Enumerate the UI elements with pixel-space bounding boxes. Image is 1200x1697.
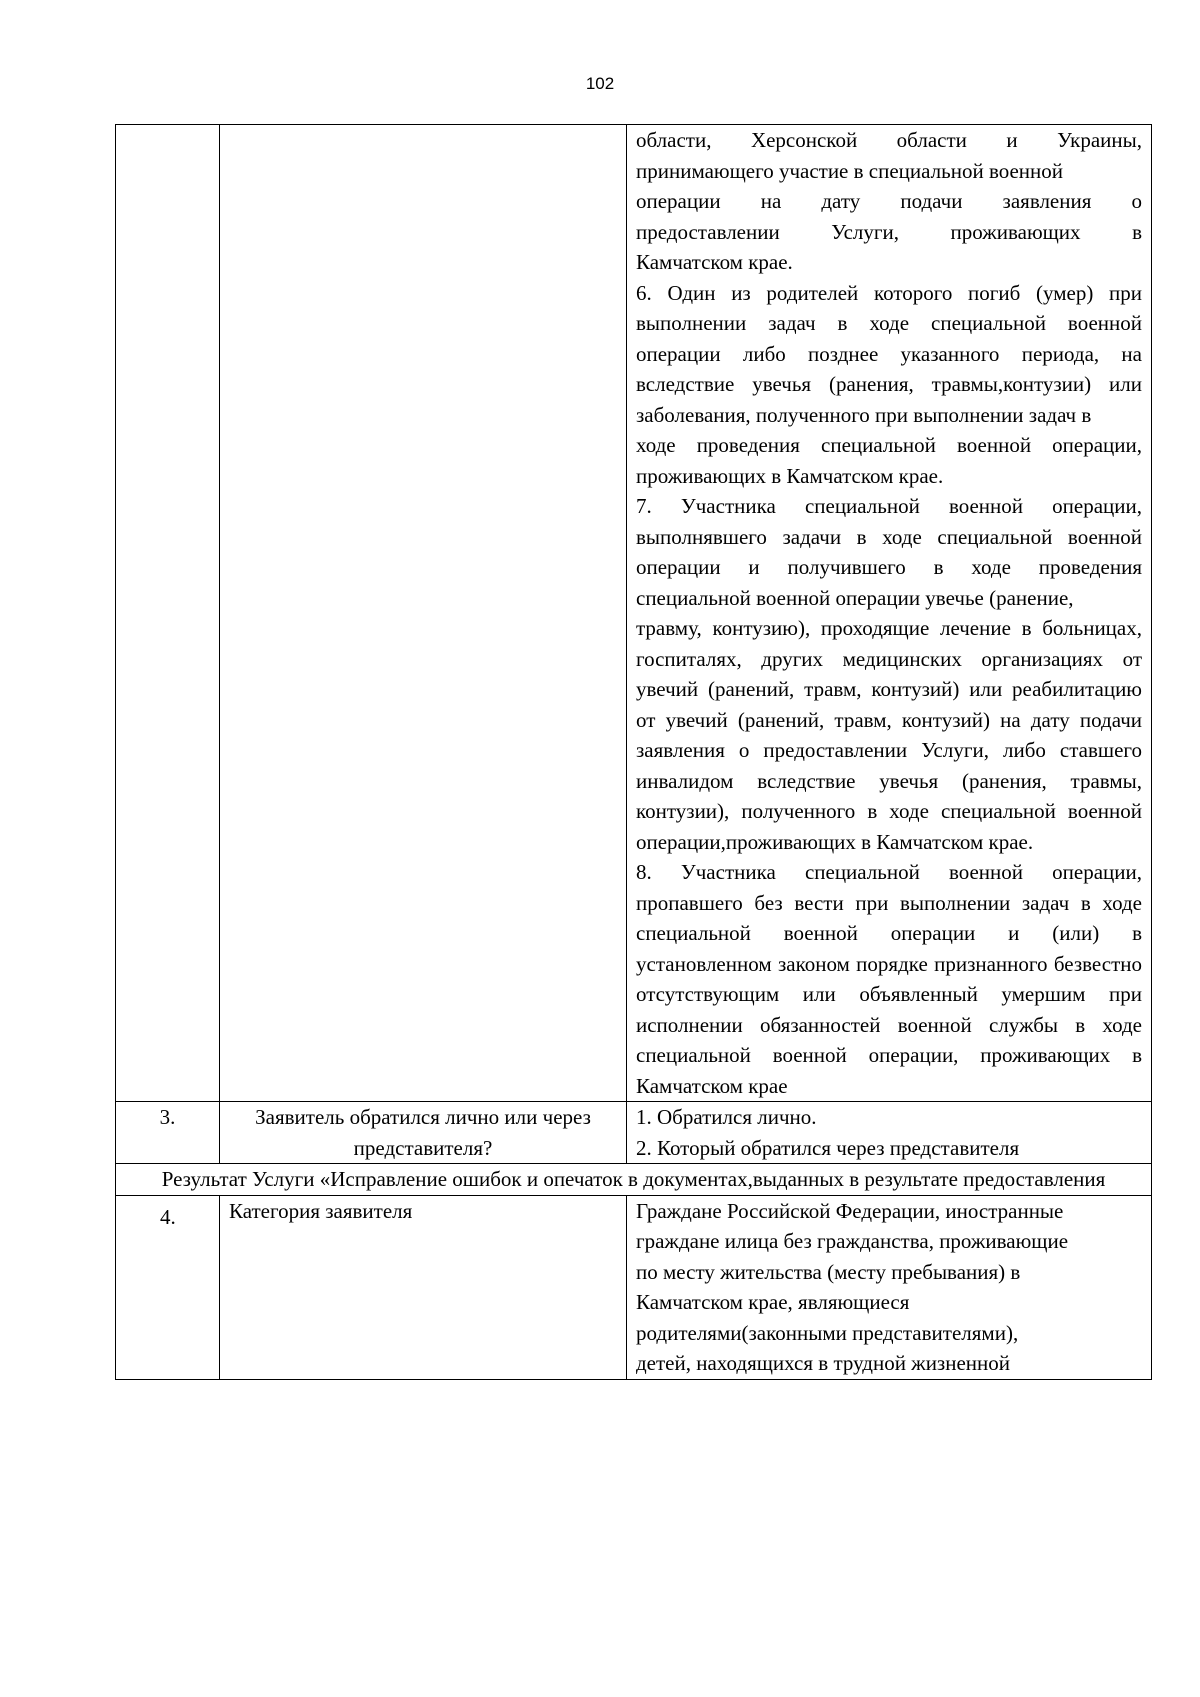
option-7-part-1: 7. Участника специальной военной операции, выполнявшего задачи в ходе специальной военной операции и получившего в ходе проведения специальной военной операции увечье (ранение, [636,494,1142,610]
category-line-4: Камчатском крае, являющиеся [636,1290,910,1314]
section-header-row [116,1164,1152,1196]
category-line-5: родителями(законными представителями), [636,1320,1019,1345]
page-number: 102 [585,74,615,93]
line-4: предоставлении Услуги, проживающих в [636,219,1142,244]
question-cell: Заявитель обратился лично или через представителя? [220,1102,627,1164]
line-1: области, Херсонской области и Украины, [636,128,1142,152]
answer-2: 2. Который обратился через представителя [636,1135,1020,1160]
option-6-part-2: ходе проведения специальной военной операции, проживающих в Камчатском крае. [636,433,1142,488]
cell-label-empty [220,125,627,1102]
line-3: операции на дату подачи заявления о [636,189,1142,213]
option-6-part-1: 6. Один из родителей которого погиб (умер) при выполнении задач в ходе специальной военной операции либо позднее указанного периода, на вследствие увечья (ранения, травмы,контузии) или заболевания, полученного при выполнении задач в [636,280,1142,427]
table-row-3 [116,1102,1152,1164]
option-7-part-2: травму, контузию), проходящие лечение в больницах, госпиталях, других медицинских организациях от увечий (ранений, травм, контузий) или реабилитацию от увечий (ранений, травм, контузий) на дату подачи заявления о предоставлении Услуги, либо ставшего инвалидом вследствие увечья (ранения, травмы, контузии), полученного в ходе специальной военной [636,616,1142,823]
row-number: 3. [116,1102,220,1164]
category-line-3: по месту жительства (месту пребывания) в [636,1259,1021,1284]
option-7-part-3: операции,проживающих в Камчатском крае. [636,829,1034,854]
row-number: 4. [116,1195,220,1379]
line-2: принимающего участие в специальной военной [636,158,1064,183]
category-cell [627,1195,1152,1379]
category-line-1: Граждане Российской Федерации, иностранные [636,1198,1064,1223]
line-5: Камчатском крае. [636,250,793,274]
category-line-2: граждане илица без гражданства, проживающие [636,1229,1069,1253]
category-line-6: детей, находящихся в трудной жизненной [636,1351,1011,1375]
table-row-continued [116,125,1152,1102]
table-row-4 [116,1195,1152,1379]
option-8: 8. Участника специальной военной операции, пропавшего без вести при выполнении задач в ходе специальной военной операции и (или) в установленном законом порядке признанного безвестно отсутствующим или объявленный умершим при исполнении обязанностей военной службы в ходе специальной военной операции, проживающих в Камчатском крае [636,860,1142,1098]
answer-1: 1. Обратился лично. [636,1105,817,1129]
criteria-table [115,124,1152,1380]
label-cell: Категория заявителя [220,1195,627,1379]
section-title: Результат Услуги «Исправление ошибок и опечаток в документах,выданных в результате предоставления [116,1164,1152,1196]
answer-cell [627,1102,1152,1164]
cell-options-continued [627,125,1152,1102]
cell-number-empty [116,125,220,1102]
